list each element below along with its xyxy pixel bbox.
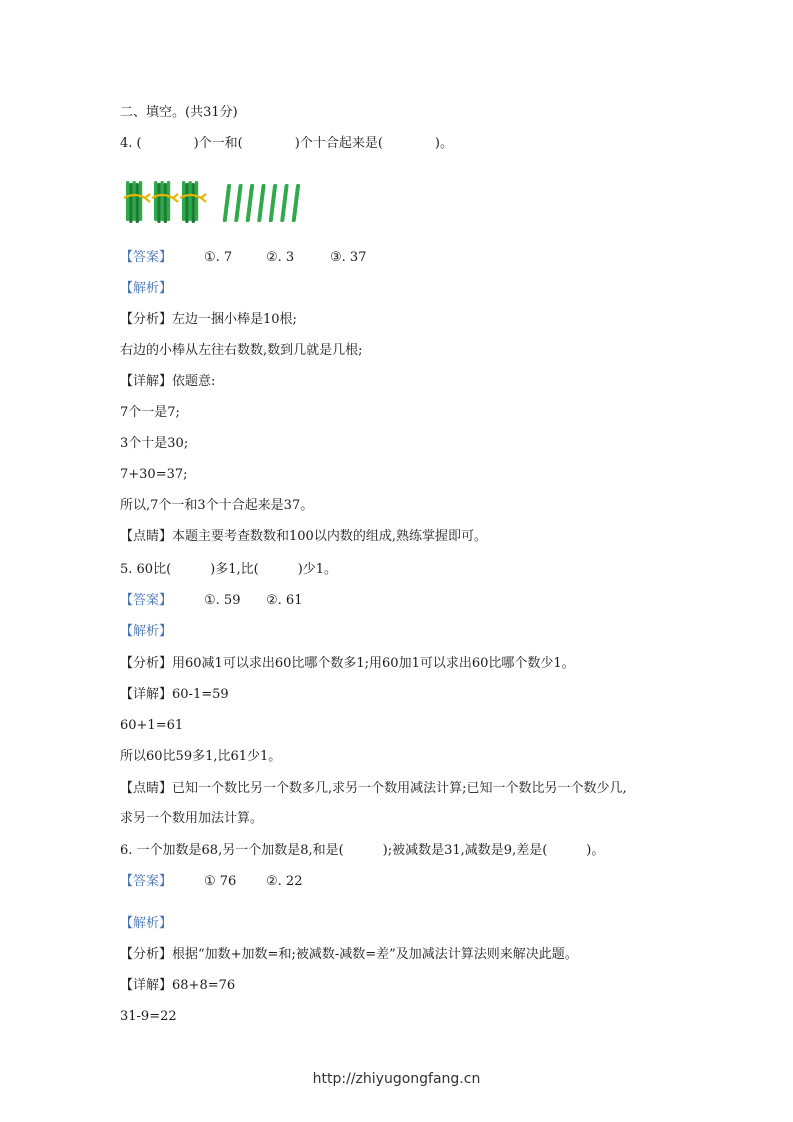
- q4-step-2: 3个十是30;: [120, 436, 189, 451]
- answer-tag: 【答案】: [120, 250, 173, 265]
- q4-answer-row: [120, 249, 172, 267]
- single-stick: [223, 184, 232, 222]
- fenxi-text: 用60减1可以求出60比哪个数多1;用60加1可以求出60比哪个数少1。: [172, 656, 575, 671]
- q4-analysis-tag: 【解析】: [120, 281, 173, 296]
- q5-step-1: 60+1=61: [120, 718, 184, 733]
- q5-step-2: 所以60比59多1,比61少1。: [120, 749, 282, 764]
- q4-xiangjie: [120, 373, 215, 391]
- single-stick: [269, 184, 278, 222]
- q6-analysis-tag: 【解析】: [120, 916, 173, 931]
- q6-answer-1: ① 76: [204, 874, 237, 889]
- xiangjie-text: 依题意:: [172, 374, 216, 389]
- stick-bundle: [180, 181, 206, 223]
- xiangjie-tag: 【详解】: [120, 687, 173, 702]
- q5-answer-2: ②. 61: [266, 593, 303, 608]
- fenxi-text: 左边一捆小棒是10根;: [172, 312, 297, 327]
- single-stick: [257, 184, 266, 222]
- q5-answer-row: [120, 592, 172, 610]
- q6-answer-row: [120, 873, 172, 891]
- xiangjie-text: 60-1=59: [172, 687, 229, 702]
- q5-answer-1: ①. 59: [204, 593, 241, 608]
- sticks-svg: [120, 178, 310, 226]
- answer-tag: 【答案】: [120, 593, 173, 608]
- dianjing-tag: 【点睛】: [120, 529, 173, 544]
- q6-fenxi: [120, 946, 578, 964]
- q5-dianjing-line2: 求另一个数用加法计算。: [120, 811, 264, 826]
- fenxi-tag: 【分析】: [120, 656, 173, 671]
- stick-bundle: [152, 181, 178, 223]
- q4-answer-3: ③. 37: [330, 250, 367, 265]
- fenxi-tag: 【分析】: [120, 312, 173, 327]
- q6-xiangjie: [120, 977, 235, 995]
- answer-tag: 【答案】: [120, 874, 173, 889]
- fenxi-tag: 【分析】: [120, 947, 173, 962]
- q4-answer-2: ②. 3: [266, 250, 295, 265]
- stick-bundle: [124, 181, 150, 223]
- dianjing-text: 已知一个数比另一个数多几,求另一个数用减法计算;已知一个数比另一个数少几,: [172, 781, 627, 796]
- q5-xiangjie: [120, 686, 229, 704]
- q5-fenxi: [120, 655, 575, 673]
- sticks-illustration: [120, 178, 310, 226]
- single-stick: [234, 184, 243, 222]
- xiangjie-text: 68+8=76: [172, 978, 236, 993]
- xiangjie-tag: 【详解】: [120, 978, 173, 993]
- single-stick: [246, 184, 255, 222]
- xiangjie-tag: 【详解】: [120, 374, 173, 389]
- dianjing-tag: 【点睛】: [120, 781, 173, 796]
- q6-step-1: 31-9=22: [120, 1009, 177, 1024]
- q4-step-3: 7+30=37;: [120, 467, 188, 482]
- q4-fenxi: [120, 311, 297, 329]
- q4-stem: 4. ( )个一和( )个十合起来是( )。: [120, 136, 453, 151]
- q5-dianjing: [120, 780, 627, 798]
- section-heading: 二、填空。(共31分): [120, 105, 238, 120]
- q4-step-1: 7个一是7;: [120, 405, 180, 420]
- dianjing-text: 本题主要考查数数和100以内数的组成,熟练掌握即可。: [172, 529, 487, 544]
- single-stick: [280, 184, 289, 222]
- q6-stem: 6. 一个加数是68,另一个加数是8,和是( );被减数是31,减数是9,差是( )。: [120, 843, 605, 858]
- q4-fenxi-line2: 右边的小棒从左往右数数,数到几就是几根;: [120, 343, 363, 358]
- q6-answer-2: ②. 22: [266, 874, 303, 889]
- single-stick: [292, 184, 301, 222]
- q5-analysis-tag: 【解析】: [120, 624, 173, 639]
- q4-dianjing: [120, 528, 487, 546]
- fenxi-text: 根据“加数+加数=和;被减数-减数=差”及加减法计算法则来解决此题。: [172, 947, 578, 962]
- q4-step-4: 所以,7个一和3个十合起来是37。: [120, 498, 314, 513]
- q5-stem: 5. 60比( )多1,比( )少1。: [120, 562, 338, 577]
- q4-answer-1: ①. 7: [204, 250, 233, 265]
- footer-url[interactable]: http://zhiyugongfang.cn: [312, 1071, 481, 1087]
